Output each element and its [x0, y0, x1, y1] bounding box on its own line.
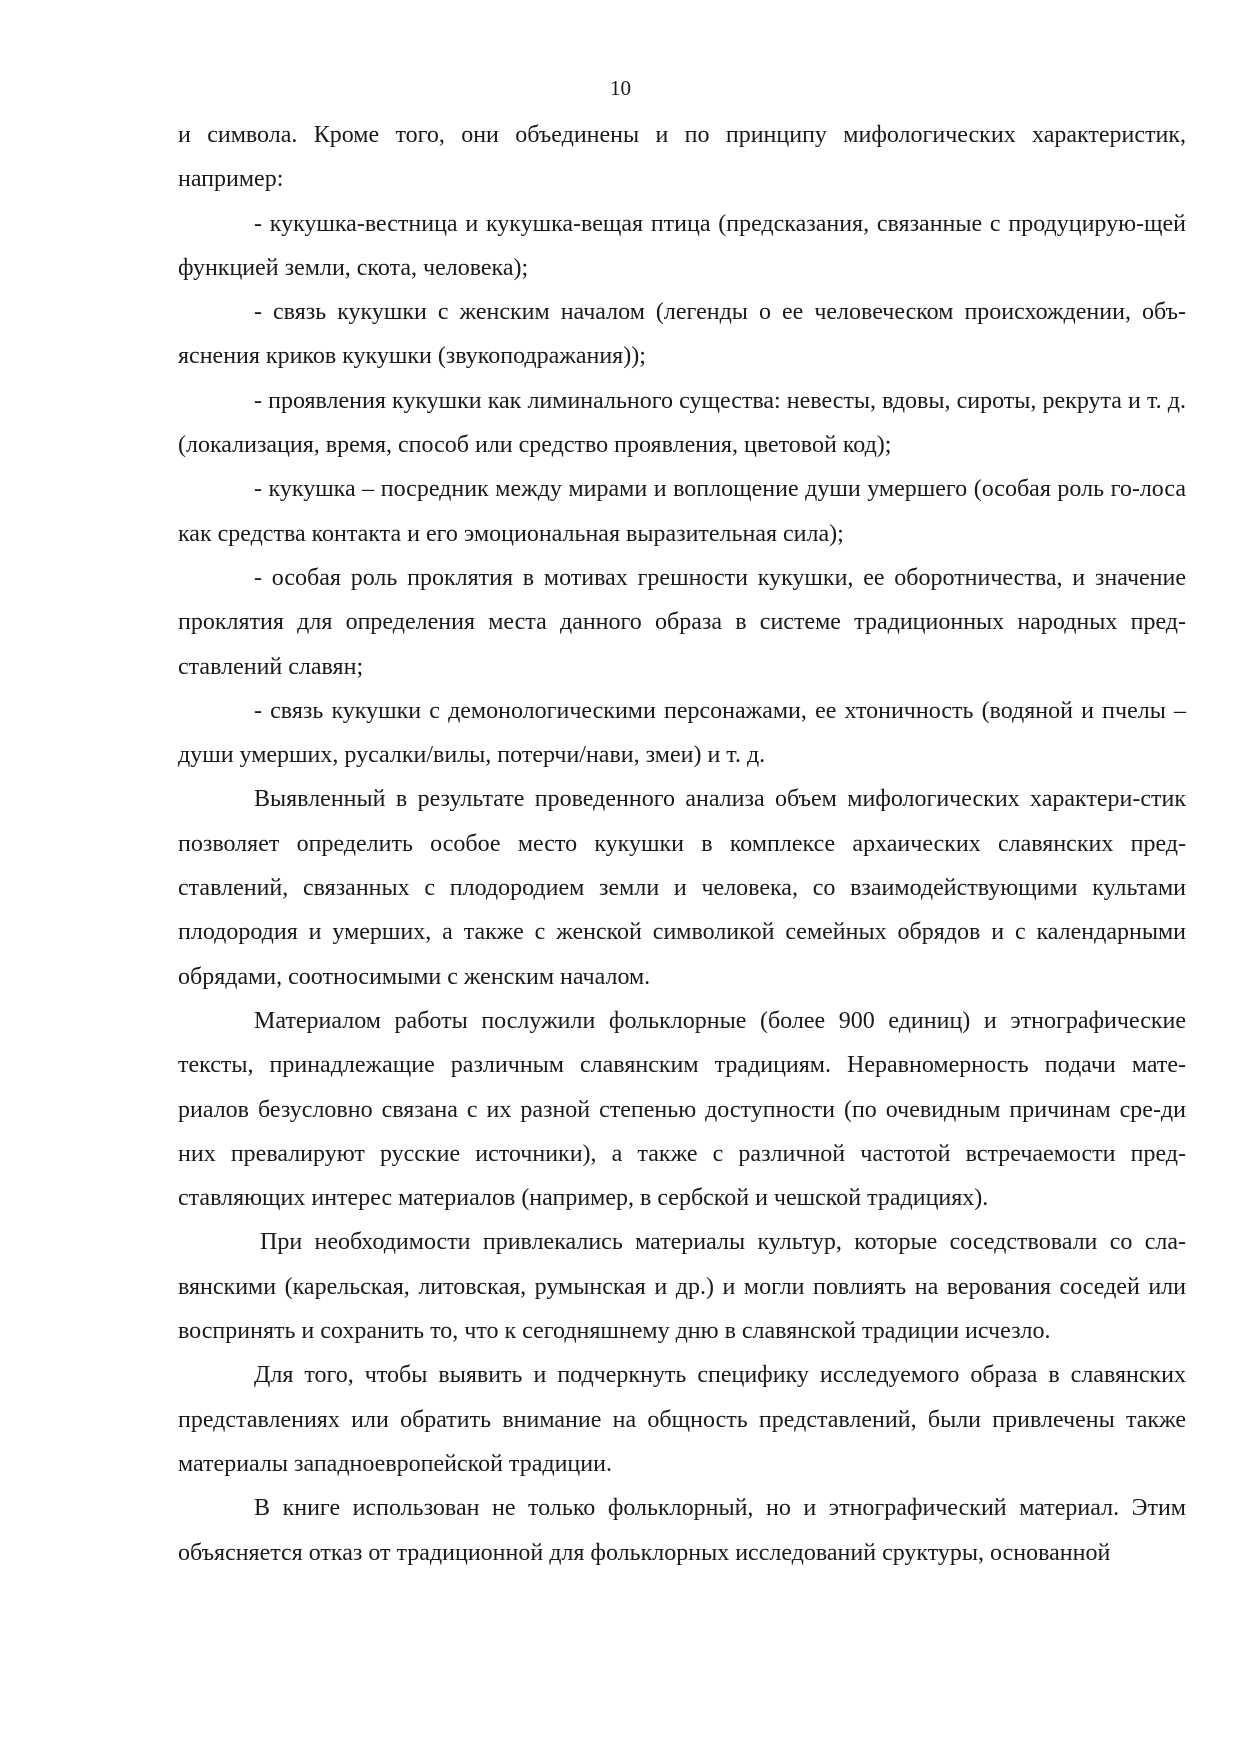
paragraph-materials: Материалом работы послужили фольклорные (более 900 единиц) и этнографические тексты, принадлежащие различным славянским традициям. Неравномерность подачи мате-риалов безусловно связана с их разной степенью доступности (по очевидным причинам сре-ди них превалируют русские источники), а также с различной частотой встречаемости пред-ставляющих интерес материалов (например, в сербской и чешской традициях).: [178, 1007, 1186, 1212]
list-item-herald: - кукушка-вестница и кукушка-вещая птица (предсказания, связанные с продуцирую-щей функцией земли, скота, человека);: [178, 210, 1186, 281]
list-item-feminine: - связь кукушки с женским началом (легенды о ее человеческом происхождении, объ-яснения криков кукушки (звукоподражания));: [178, 299, 1186, 370]
list-item-mediator: - кукушка – посредник между мирами и воплощение души умершего (особая роль го-лоса как средства контакта и его эмоциональная выразительная сила);: [178, 476, 1186, 547]
paragraph-neighbor-cultures: При необходимости привлекались материалы культур, которые соседствовали со сла-вянскими (карельская, литовская, румынская и др.) и могли повлиять на верования соседей или воспринять и сохранить то, что к сегодняшнему дню в славянской традиции исчезло.: [178, 1229, 1186, 1345]
list-item-liminal: - проявления кукушки как лиминального существа: невесты, вдовы, сироты, рекрута и т. д. (локализация, время, способ или средство проявления, цветовой код);: [178, 387, 1186, 459]
paragraph-continuation: и символа. Кроме того, они объединены и по принципу мифологических характеристик, например:: [178, 122, 1186, 193]
paragraph-structure: В книге использован не только фольклорный, но и этнографический материал. Этим объясняется отказ от традиционной для фольклорных исследований сруктуры, основанной: [178, 1495, 1186, 1566]
list-item-curse: - особая роль проклятия в мотивах грешности кукушки, ее оборотничества, и значение проклятия для определения места данного образа в системе традиционных народных пред-ставлений славян;: [178, 564, 1186, 680]
paragraph-analysis: Выявленный в результате проведенного анализа объем мифологических характери-стик позволяет определить особое место кукушки в комплексе архаических славянских пред-ставлений, связанных с плодородием земли и человека, со взаимодействующими культами плодородия и умерших, а также с женской символикой семейных обрядов и с календарными обрядами, соотносимыми с женским началом.: [178, 786, 1186, 990]
page-body: [178, 113, 1186, 1575]
page-number: 10: [610, 76, 631, 100]
paragraph-western-europe: Для того, чтобы выявить и подчеркнуть специфику исследуемого образа в славянских представлениях или обратить внимание на общность представлений, были привлечены также материалы западноевропейской традиции.: [178, 1362, 1186, 1477]
list-item-demonology: - связь кукушки с демонологическими персонажами, ее хтоничность (водяной и пчелы –души умерших, русалки/вилы, потерчи/нави, змеи) и т. д.: [178, 697, 1186, 769]
